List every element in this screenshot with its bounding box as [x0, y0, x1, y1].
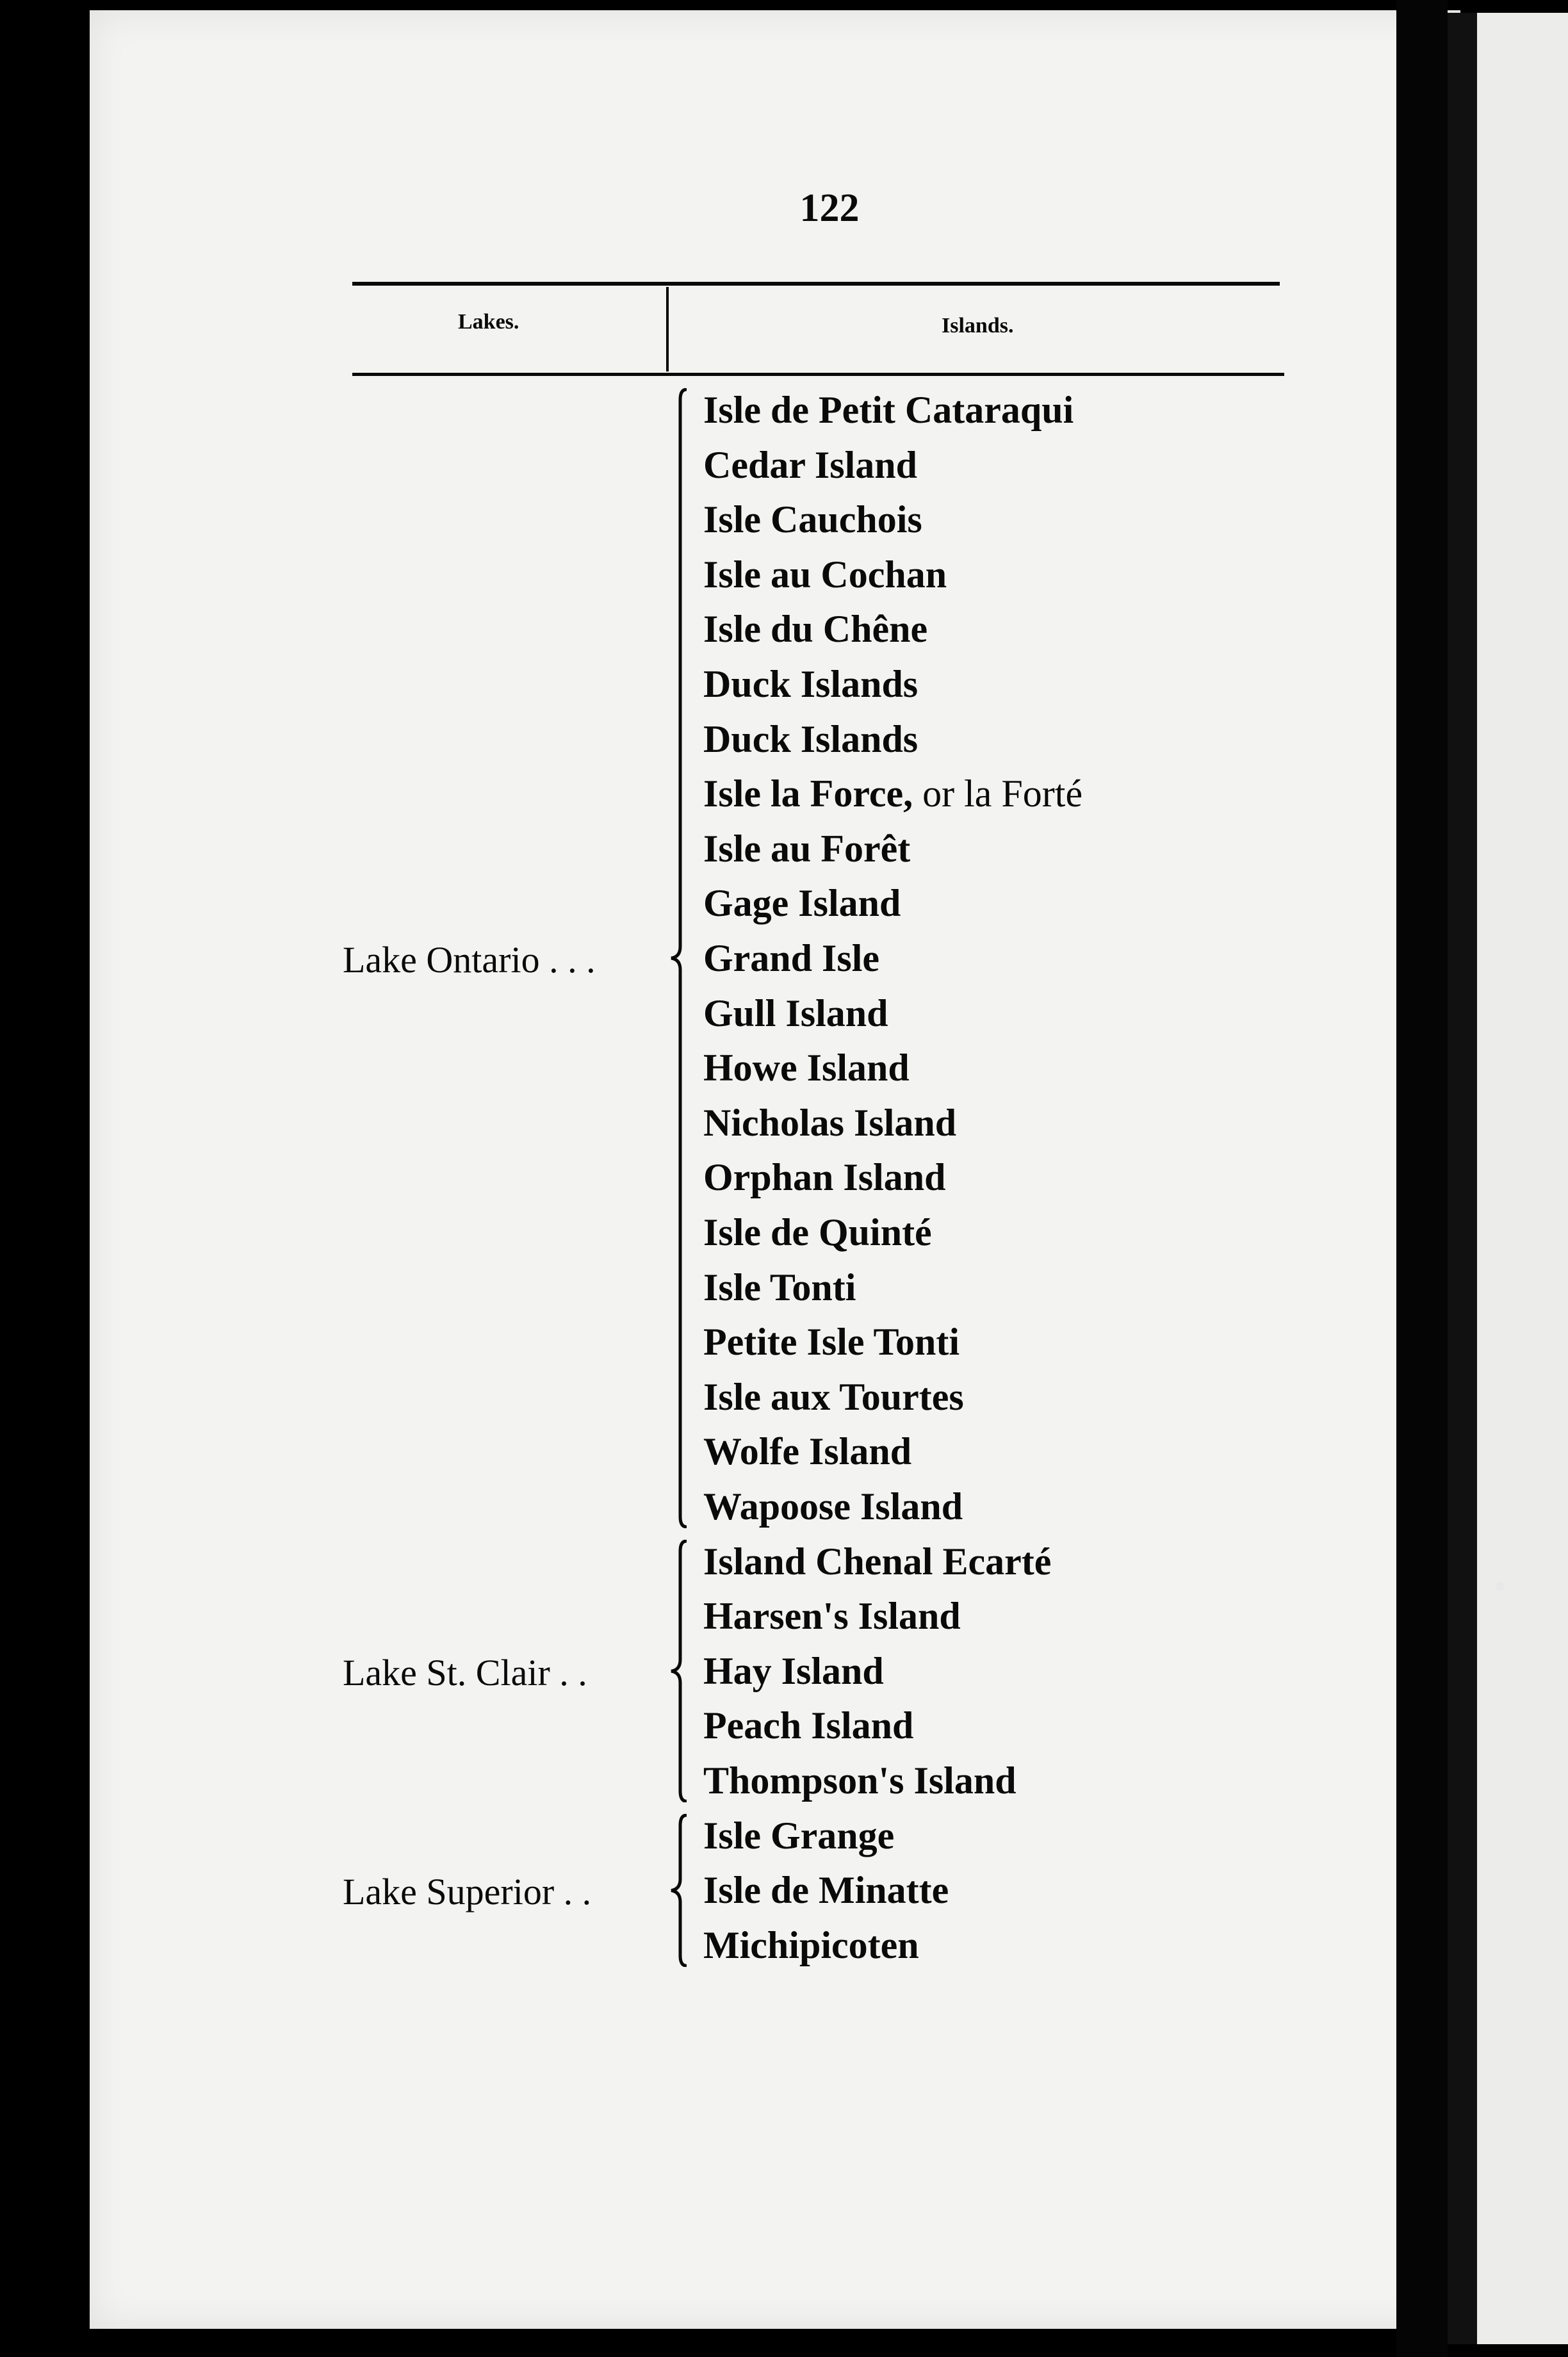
island-name: Howe Island — [703, 1047, 910, 1089]
column-divider — [666, 287, 669, 371]
island-name: Harsen's Island — [703, 1595, 961, 1638]
island-name: Peach Island — [703, 1704, 914, 1747]
island-name: Wolfe Island — [703, 1430, 912, 1473]
island-name: Isle Grange — [703, 1814, 895, 1857]
island-name: Isle au Cochan — [703, 553, 947, 596]
facing-page-edge — [1448, 13, 1568, 2344]
island-name: Isle Tonti — [703, 1266, 856, 1309]
island-name: Isle de Quinté — [703, 1211, 932, 1253]
island-name: Island Chenal Ecarté — [703, 1540, 1052, 1583]
page-gutter — [1396, 0, 1448, 2357]
lake-name: Lake Ontario . . . — [343, 939, 596, 981]
header-bottom-rule — [352, 373, 1284, 376]
alternate-name-note: or la Forté — [922, 772, 1083, 815]
island-name: Nicholas Island — [703, 1101, 957, 1144]
island-name: Isle la Force, or la Forté — [703, 772, 1083, 815]
lake-name: Lake Superior . . — [343, 1871, 592, 1913]
island-name: Hay Island — [703, 1649, 884, 1692]
grouping-brace — [666, 388, 702, 1528]
island-name: Orphan Island — [703, 1156, 946, 1199]
island-name: Duck Islands — [703, 663, 919, 705]
island-name: Gage Island — [703, 882, 901, 925]
island-name: Isle du Chêne — [703, 608, 928, 651]
grouping-brace — [666, 1814, 702, 1967]
column-header-lakes: Lakes. — [458, 310, 519, 334]
column-header-islands: Islands. — [942, 314, 1014, 338]
island-name: Wapoose Island — [703, 1485, 963, 1528]
island-name: Isle Cauchois — [703, 498, 922, 541]
island-name: Isle au Forêt — [703, 827, 911, 870]
island-name: Grand Isle — [703, 937, 880, 979]
page-number: 122 — [799, 186, 860, 230]
island-name: Gull Island — [703, 991, 888, 1034]
top-rule — [352, 282, 1280, 286]
lake-name: Lake St. Clair . . — [343, 1651, 587, 1693]
grouping-brace — [666, 1540, 702, 1802]
island-name: Isle de Minatte — [703, 1869, 949, 1912]
island-name: Michipicoten — [703, 1923, 919, 1966]
page-speck — [1496, 1582, 1505, 1591]
island-name: Isle aux Tourtes — [703, 1375, 964, 1418]
island-name: Petite Isle Tonti — [703, 1321, 960, 1364]
island-name: Thompson's Island — [703, 1759, 1017, 1802]
island-name: Cedar Island — [703, 443, 917, 486]
island-name: Duck Islands — [703, 717, 919, 760]
island-name: Isle de Petit Cataraqui — [703, 389, 1074, 431]
